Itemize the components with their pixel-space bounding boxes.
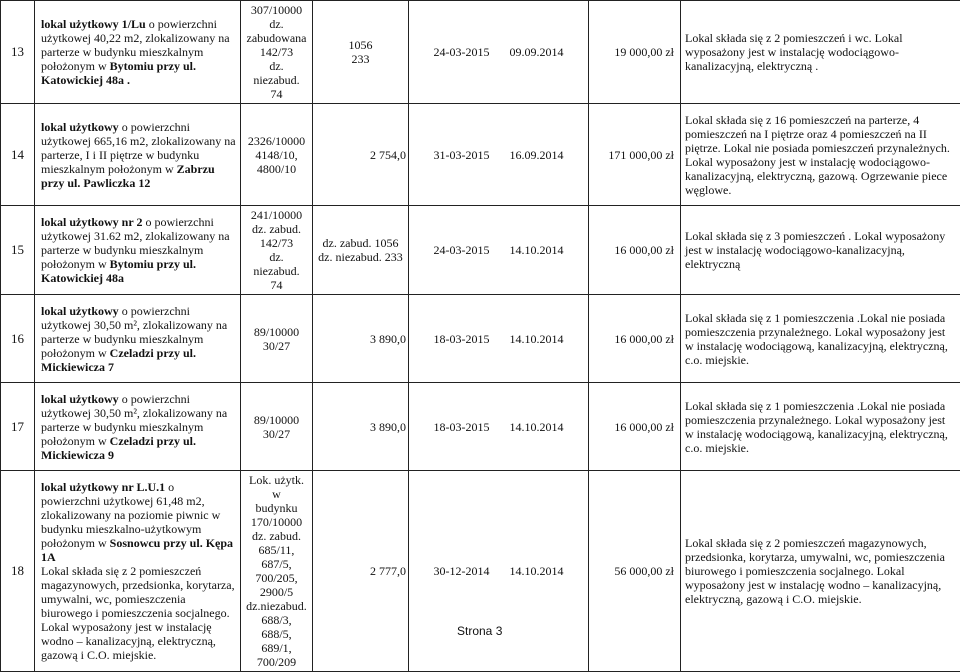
value-amount: 2 754,0 — [370, 148, 406, 162]
date-2: 14.10.2014 — [510, 243, 564, 257]
property-details: o powierzchni użytkowej 30,50 m², zlokalizowany na parterze w budynku mieszkalnym położonym w — [41, 304, 227, 360]
share-line: 689/1, — [245, 641, 308, 655]
property-location: Czeladzi przy ul. Mickiewicza 9 — [41, 434, 196, 462]
share-line: 2900/5 — [245, 585, 308, 599]
share-line: dz. niezabud. — [245, 59, 308, 87]
plot-line: 233 — [317, 52, 404, 66]
share-cell — [241, 104, 313, 206]
property-description — [35, 295, 241, 383]
property-details: o powierzchni użytkowej 61,48 m2, zlokalizowany na poziomie piwnic w budynku mieszkalno-użytkowym położonym w — [41, 480, 220, 550]
share-line: 30/27 — [245, 339, 308, 353]
table-row — [1, 471, 960, 672]
property-description — [35, 471, 241, 672]
property-location: Sosnowcu przy ul. Kępa 1A — [41, 536, 233, 564]
price-cell: 56 000,00 zł — [589, 471, 681, 672]
property-type: lokal użytkowy 1/Lu — [41, 17, 146, 31]
table-row — [1, 1, 960, 104]
date-1: 18-03-2015 — [434, 332, 490, 346]
property-type: lokal użytkowy — [41, 120, 119, 134]
premises-info: Lokal składa się z 2 pomieszczeń i wc. Lokal wyposażony jest w instalację wodociągowo-kanalizacyjną, elektryczną . — [681, 1, 960, 104]
plot-area-cell — [313, 383, 409, 471]
share-line: 170/10000 — [245, 515, 308, 529]
share-line: budynku — [245, 501, 308, 515]
plot-line: dz. zabud. 1056 — [317, 236, 404, 250]
price-cell: 19 000,00 zł — [589, 1, 681, 104]
date-1: 31-03-2015 — [434, 148, 490, 162]
share-cell — [241, 1, 313, 104]
date-2: 16.09.2014 — [510, 148, 564, 162]
plot-line: dz. niezabud. 233 — [317, 250, 404, 264]
plot-area-cell — [313, 471, 409, 672]
value-amount: 3 890,0 — [370, 420, 406, 434]
premises-info: Lokal składa się z 1 pomieszczenia .Lokal nie posiada pomieszczenia przynależnego. Lokal wyposażony jest w instalację wodociągową, kanalizacyjną, elektryczną, c.o. miejskie. — [681, 295, 960, 383]
plot-area-cell — [313, 104, 409, 206]
dates-cell — [409, 206, 589, 295]
value-amount: 3 890,0 — [370, 332, 406, 346]
dates-cell — [409, 295, 589, 383]
premises-info: Lokal składa się z 2 pomieszczeń magazynowych, przedsionka, korytarza, umywalni, wc, pomieszczenia biurowego i pomieszczenia socjalnego. Lokal wyposażony jest w instalację wodno – kanalizacyjną, elektryczną, gazową i C.O. miejskie. — [681, 471, 960, 672]
share-line: 307/10000 — [245, 3, 308, 17]
property-description — [35, 206, 241, 295]
plot-area-cell — [313, 206, 409, 295]
premises-info: Lokal składa się z 3 pomieszczeń . Lokal wyposażony jest w instalację wodociągowo-kanalizacyjną, elektryczną — [681, 206, 960, 295]
value-amount: 2 777,0 — [370, 564, 406, 578]
share-line: dz. niezabud. — [245, 250, 308, 278]
share-line: 4800/10 — [245, 162, 308, 176]
property-description — [35, 104, 241, 206]
row-number: 14 — [1, 104, 35, 206]
share-cell — [241, 206, 313, 295]
dates-cell — [409, 471, 589, 672]
share-line: 89/10000 — [245, 413, 308, 427]
price-cell: 16 000,00 zł — [589, 206, 681, 295]
property-type: lokal użytkowy — [41, 392, 119, 406]
share-line: 241/10000 — [245, 208, 308, 222]
table-row — [1, 206, 960, 295]
plot-area-cell — [313, 1, 409, 104]
date-1: 24-03-2015 — [434, 45, 490, 59]
page-footer: Strona 3 — [457, 624, 502, 638]
share-cell — [241, 471, 313, 672]
table-row — [1, 104, 960, 206]
share-line: zabudowana — [245, 31, 308, 45]
table-row — [1, 383, 960, 471]
share-line: 700/205, — [245, 571, 308, 585]
share-line: 700/209 — [245, 655, 308, 669]
share-line: 685/11, 687/5, — [245, 543, 308, 571]
property-location: Zabrzu przy ul. Pawliczka 12 — [41, 162, 215, 190]
property-details: o powierzchni użytkowej 30,50 m², zlokalizowany na parterze w budynku mieszkalnym położonym w — [41, 392, 227, 448]
property-location: Czeladzi przy ul. Mickiewicza 7 — [41, 346, 196, 374]
property-location: Bytomiu przy ul. Katowickiej 48a . — [41, 59, 196, 87]
share-line: 89/10000 — [245, 325, 308, 339]
row-number: 13 — [1, 1, 35, 104]
share-cell — [241, 383, 313, 471]
plot-area-cell — [313, 295, 409, 383]
row-number: 17 — [1, 383, 35, 471]
property-description — [35, 383, 241, 471]
price-cell: 171 000,00 zł — [589, 104, 681, 206]
share-line: Lok. użytk. w — [245, 473, 308, 501]
date-2: 09.09.2014 — [510, 45, 564, 59]
table-row — [1, 295, 960, 383]
property-type: lokal użytkowy — [41, 304, 119, 318]
date-1: 30-12-2014 — [434, 564, 490, 578]
row-number: 15 — [1, 206, 35, 295]
property-description — [35, 1, 241, 104]
dates-cell — [409, 104, 589, 206]
property-location: Bytomiu przy ul. Katowickiej 48a — [41, 257, 196, 285]
share-cell — [241, 295, 313, 383]
premises-info: Lokal składa się z 16 pomieszczeń na parterze, 4 pomieszczeń na I piętrze oraz 4 pomieszczeń na II piętrze. Lokal nie posiada pomieszczeń przynależnych. Lokal wyposażony jest w instalację wodociągowo-kanalizacyjną, elektryczną, gazową. Ogrzewanie piece węglowe. — [681, 104, 960, 206]
dates-cell — [409, 1, 589, 104]
price-cell: 16 000,00 zł — [589, 383, 681, 471]
row-number: 18 — [1, 471, 35, 672]
share-line: dz.niezabud. — [245, 599, 308, 613]
date-1: 24-03-2015 — [434, 243, 490, 257]
property-extra: Lokal składa się z 2 pomieszczeń magazynowych, przedsionka, korytarza, umywalni, wc, pomieszczenia biurowego i pomieszczenia socjalnego. Lokal wyposażony jest w instalację wodno – kanalizacyjną, elektryczną, gazową i C.O. miejskie. — [41, 564, 236, 662]
property-type: lokal użytkowy nr L.U.1 — [41, 480, 165, 494]
plot-line: 1056 — [317, 38, 404, 52]
share-line: 4148/10, — [245, 148, 308, 162]
share-line: 74 — [245, 278, 308, 292]
date-2: 14.10.2014 — [510, 564, 564, 578]
share-line: 688/3, 688/5, — [245, 613, 308, 641]
row-number: 16 — [1, 295, 35, 383]
share-line: dz. zabud. — [245, 529, 308, 543]
property-type: lokal użytkowy nr 2 — [41, 215, 142, 229]
share-line: dz. zabud. — [245, 222, 308, 236]
share-line: 142/73 — [245, 236, 308, 250]
dates-cell — [409, 383, 589, 471]
share-line: 30/27 — [245, 427, 308, 441]
share-line: 2326/10000 — [245, 134, 308, 148]
price-cell: 16 000,00 zł — [589, 295, 681, 383]
date-2: 14.10.2014 — [510, 332, 564, 346]
share-line: 142/73 — [245, 45, 308, 59]
share-line: dz. — [245, 17, 308, 31]
property-details: o powierzchni użytkowej 31.62 m2, zlokalizowany na parterze w budynku mieszkalnym położonym w — [41, 215, 230, 271]
date-2: 14.10.2014 — [510, 420, 564, 434]
date-1: 18-03-2015 — [434, 420, 490, 434]
property-details: o powierzchni użytkowej 665,16 m2, zlokalizowany na parterze, I i II piętrze w budynku mieszkalnym położonym w — [41, 120, 236, 176]
premises-info: Lokal składa się z 1 pomieszczenia .Lokal nie posiada pomieszczenia przynależnego. Lokal wyposażony jest w instalację wodociągową, kanalizacyjną, elektryczną, c.o. miejskie. — [681, 383, 960, 471]
share-line: 74 — [245, 87, 308, 101]
property-details: o powierzchni użytkowej 40,22 m2, zlokalizowany na parterze w budynku mieszkalnym położonym w — [41, 17, 230, 73]
